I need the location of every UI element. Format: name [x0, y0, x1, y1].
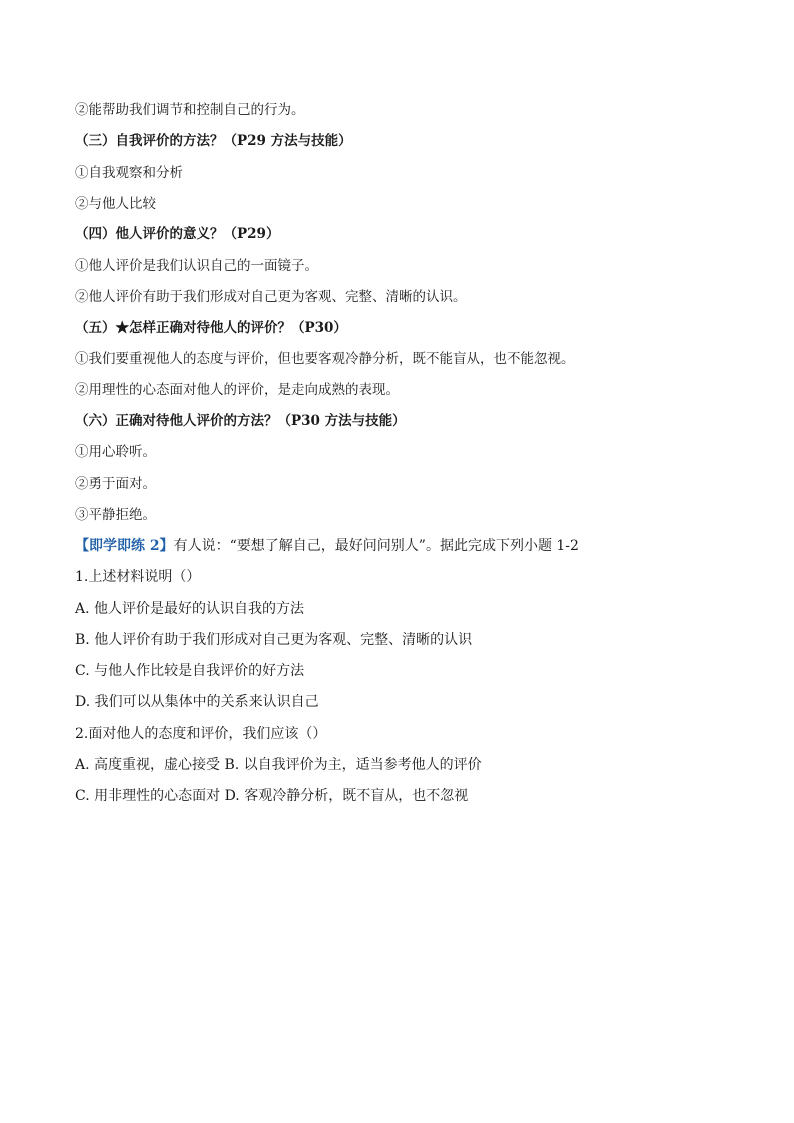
section-4-item-2: ②他人评价有助于我们形成对自己更为客观、完整、清晰的认识。 — [75, 289, 467, 305]
section-4-heading: （四）他人评价的意义？（P29） — [75, 226, 280, 242]
question-1-option-a: A. 他人评价是最好的认识自我的方法 — [75, 601, 305, 617]
question-2-options-row-1: A. 高度重视，虚心接受 B. 以自我评价为主，适当参考他人的评价 — [75, 757, 482, 773]
section-3-item-2: ②与他人比较 — [75, 196, 156, 212]
section-5-heading: （五）★怎样正确对待他人的评价？（P30） — [75, 320, 347, 336]
question-1-option-b: B. 他人评价有助于我们形成对自己更为客观、完整、清晰的认识 — [75, 632, 473, 648]
question-2-options-row-2: C. 用非理性的心态面对 D. 客观冷静分析，既不盲从，也不忽视 — [75, 788, 469, 804]
section-6-item-2: ②勇于面对。 — [75, 476, 156, 492]
question-1-option-d: D. 我们可以从集体中的关系来认识自己 — [75, 694, 319, 710]
exercise-intro: 有人说：“要想了解自己，最好问问别人”。据此完成下列小题 1-2 — [173, 538, 579, 554]
section-6-item-3: ③平静拒绝。 — [75, 507, 156, 523]
section-6-heading: （六）正确对待他人评价的方法？（P30 方法与技能） — [75, 413, 406, 429]
section-5-item-2: ②用理性的心态面对他人的评价，是走向成熟的表现。 — [75, 382, 399, 398]
section-2-item-2: ②能帮助我们调节和控制自己的行为。 — [75, 102, 305, 118]
section-6-item-1: ①用心聆听。 — [75, 444, 156, 460]
section-5-item-1: ①我们要重视他人的态度与评价，但也要客观冷静分析，既不能盲从，也不能忽视。 — [75, 351, 575, 367]
question-1-stem: 1.上述材料说明（） — [75, 569, 201, 585]
section-3-heading: （三）自我评价的方法？（P29 方法与技能） — [75, 133, 352, 149]
question-2-stem: 2.面对他人的态度和评价，我们应该（） — [75, 726, 327, 742]
exercise-intro-line — [75, 537, 579, 555]
section-3-item-1: ①自我观察和分析 — [75, 165, 183, 181]
question-1-option-c: C. 与他人作比较是自我评价的好方法 — [75, 663, 305, 679]
exercise-label: 【即学即练 2】 — [75, 538, 174, 554]
section-4-item-1: ①他人评价是我们认识自己的一面镜子。 — [75, 258, 318, 274]
